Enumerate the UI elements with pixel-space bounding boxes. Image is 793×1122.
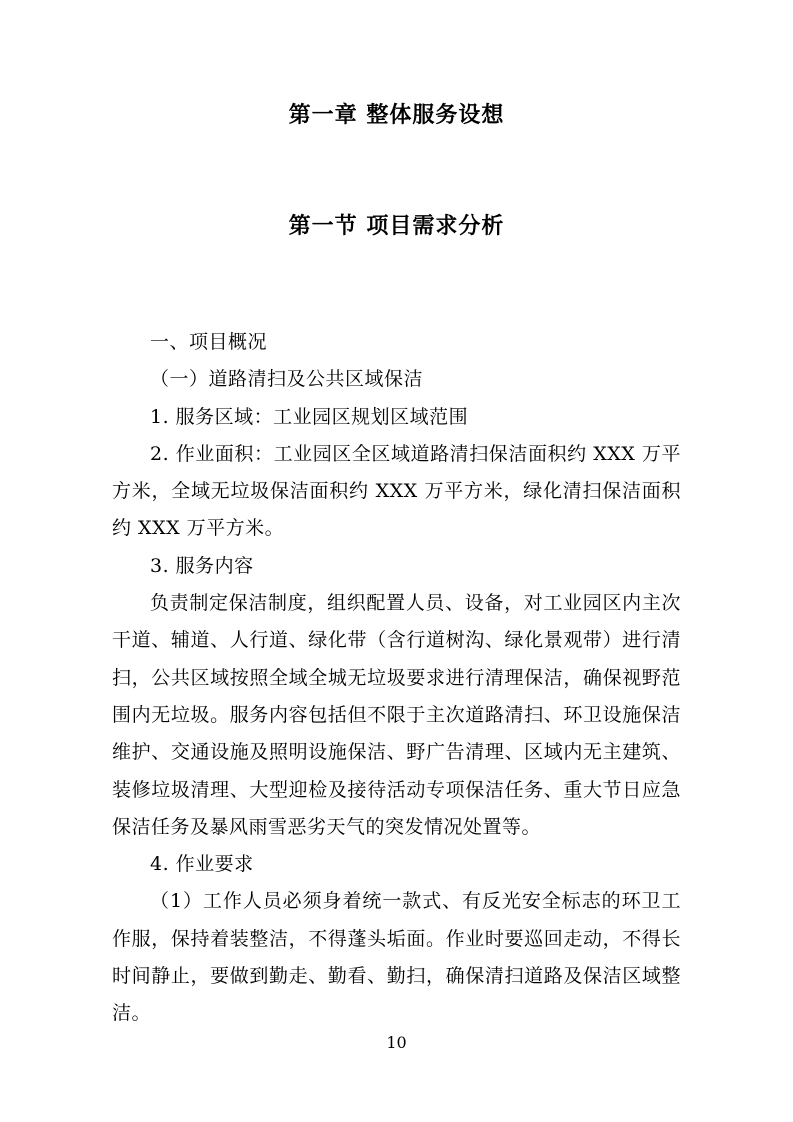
paragraph-work-requirement-1: （1）工作人员必须身着统一款式、有反光安全标志的环卫工作服，保持着装整洁，不得蓬头垢面。作业时要巡回走动，不得长时间静止，要做到勤走、勤看、勤扫，确保清扫道路及保洁区域整洁。 [112,890,681,1025]
paragraph-work-requirements-heading: 4. 作业要求 [150,853,254,876]
chapter-title: 第一章 整体服务设想 [288,103,505,128]
paragraph-project-overview: 一、项目概况 [150,331,268,353]
section-title: 第一节 项目需求分析 [288,214,505,239]
paragraph-work-area: 2. 作业面积：工业园区全区域道路清扫保洁面积约 XXX 万平方米，全域无垃圾保洁面积约 XXX 万平方米，绿化清扫保洁面积约 XXX 万平方米。 [112,442,681,540]
document-body [112,324,681,1033]
paragraph-service-content-heading: 3. 服务内容 [150,554,254,577]
paragraph-road-cleaning-heading: （一）道路清扫及公共区域保洁 [150,368,424,391]
page-number: 10 [386,1033,407,1052]
paragraph-service-content-detail: 负责制定保洁制度，组织配置人员、设备，对工业园区内主次干道、辅道、人行道、绿化带（含行道树沟、绿化景观带）进行清扫，公共区域按照全域全城无垃圾要求进行清理保洁，确保视野范围内无垃圾。服务内容包括但不限于主次道路清扫、环卫设施保洁维护、交通设施及照明设施保洁、野广告清理、区域内无主建筑、装修垃圾清理、大型迎检及接待活动专项保洁任务、重大节日应急保洁任务及暴风雨雪恶劣天气的突发情况处置等。 [112,592,681,838]
paragraph-service-area: 1. 服务区域：工业园区规划区域范围 [150,405,469,428]
